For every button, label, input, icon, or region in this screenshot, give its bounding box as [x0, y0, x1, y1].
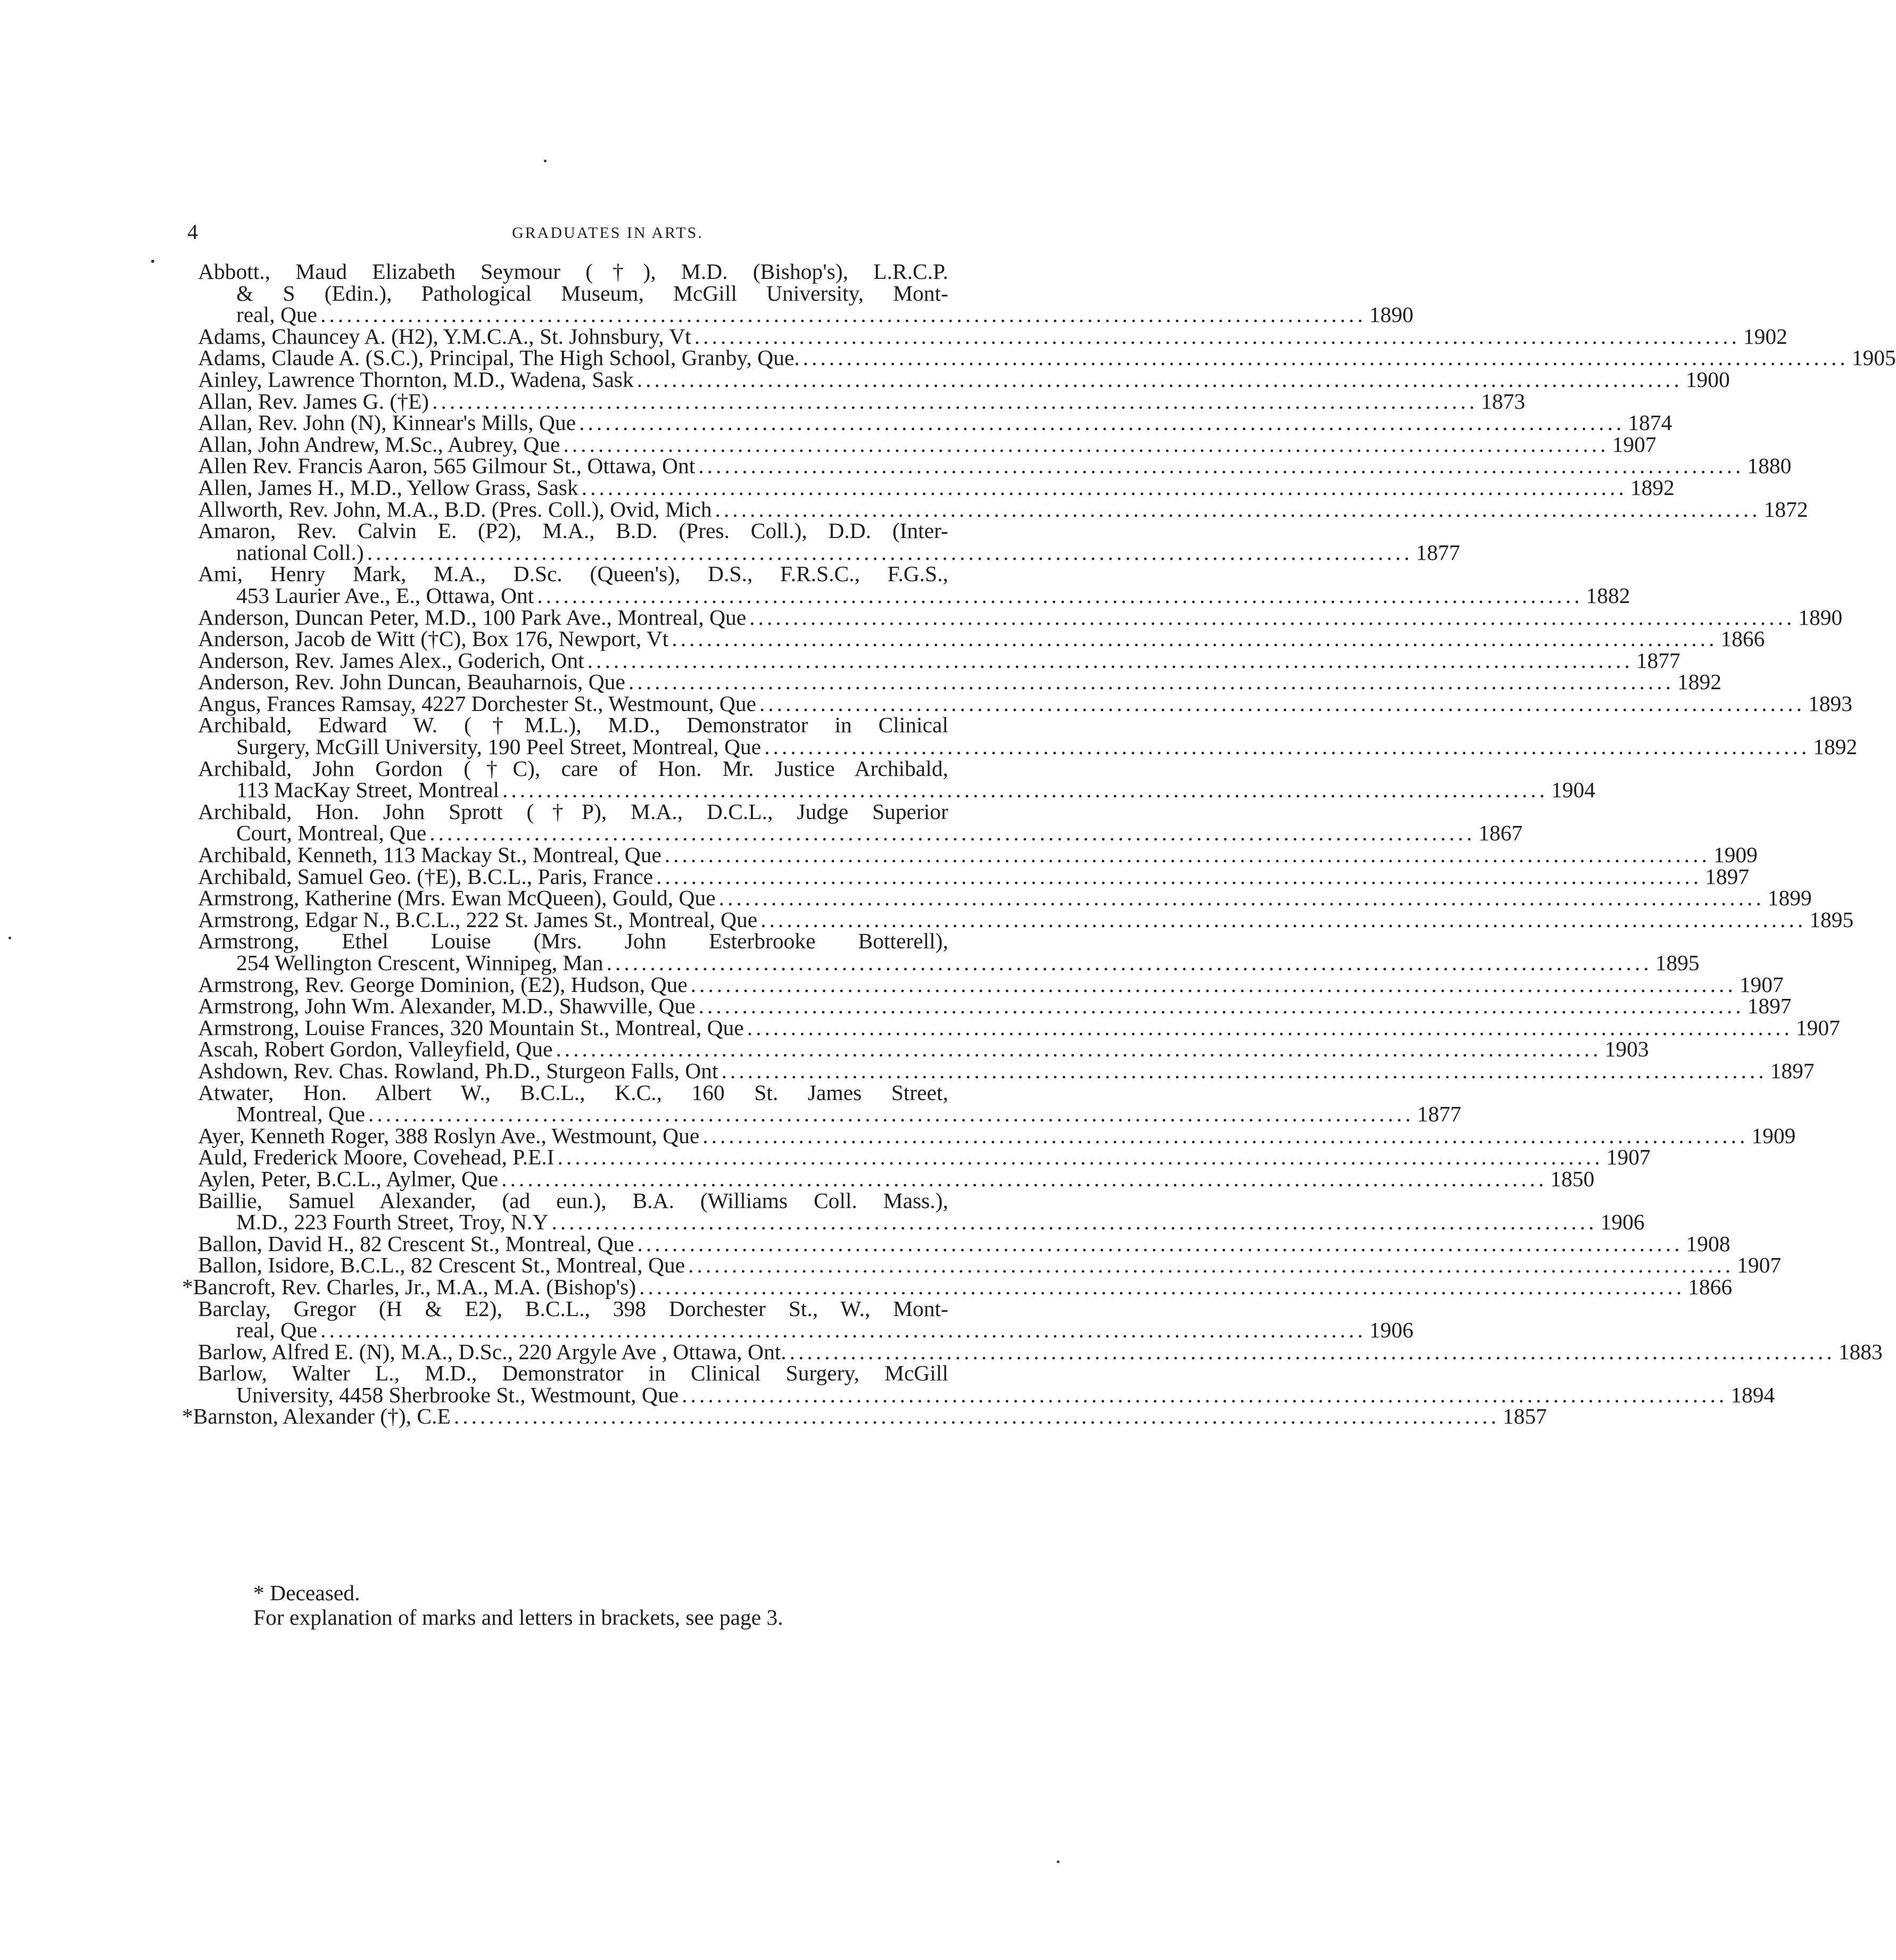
entry-text: Ashdown, Rev. Chas. Rowland, Ph.D., Sturgeon Falls, Ont [198, 1058, 718, 1083]
page-header [0, 217, 1215, 249]
entry-line-final [236, 778, 1596, 803]
graduate-entry [198, 432, 1657, 457]
dot-leader: ........................................................................................................................ [759, 691, 1805, 716]
graduate-entry [198, 1123, 1796, 1148]
graduate-entry [182, 1274, 1733, 1299]
entry-line-final [198, 367, 1730, 392]
dot-leader: ........................................................................................................................ [698, 994, 1744, 1019]
entry-text: real, Que [236, 1318, 318, 1343]
dot-leader: ........................................................................................................................ [637, 1231, 1683, 1256]
scan-speck [151, 260, 154, 263]
entry-text: Ballon, David H., 82 Crescent St., Montreal, Que [198, 1231, 634, 1256]
entry-line-final [198, 497, 1808, 522]
graduation-year: 1897 [1770, 1058, 1815, 1083]
entry-line-final [198, 907, 1854, 932]
dot-leader: ........................................................................................................................ [501, 1166, 1547, 1191]
graduate-entry [198, 259, 1414, 327]
graduation-year: 1883 [1838, 1339, 1883, 1364]
entry-text: University, 4458 Sherbrooke St., Westmount, Que [236, 1382, 679, 1407]
graduate-entry [198, 1339, 1883, 1364]
entry-text: Ainley, Lawrence Thornton, M.D., Wadena, Sask [198, 367, 634, 392]
graduation-year: 1908 [1686, 1231, 1731, 1256]
entry-line-final [198, 1123, 1796, 1148]
page-number: 4 [187, 220, 198, 244]
entry-line-final [198, 1166, 1595, 1191]
entry-text: national Coll.) [236, 540, 364, 565]
entry-text: Barlow, Alfred E. (N), M.A., D.Sc., 220 Argyle Ave , Ottawa, Ont. [198, 1339, 786, 1364]
entry-text: Montreal, Que [236, 1102, 366, 1127]
entry-line-final [198, 994, 1792, 1019]
entry-line-final [198, 626, 1765, 651]
dot-leader: ........................................................................................................................ [664, 842, 1710, 867]
dot-leader: ........................................................................................................................ [749, 605, 1795, 630]
entry-text: 254 Wellington Crescent, Winnipeg, Man [236, 950, 603, 975]
graduate-entry [198, 1037, 1649, 1062]
entry-line-final [198, 324, 1787, 349]
entry-line: & S (Edin.), Pathological Museum, McGill University, Mont- [236, 280, 948, 305]
entry-text: 113 MacKay Street, Montreal [236, 778, 500, 803]
graduation-year: 1907 [1612, 432, 1657, 457]
graduation-year: 1899 [1767, 886, 1812, 911]
entry-line-final [198, 886, 1812, 911]
entry-line-final [198, 1231, 1731, 1256]
entry-text: Adams, Chauncey A. (H2), Y.M.C.A., St. Johnsbury, Vt [198, 324, 691, 349]
entry-line-final [182, 1274, 1733, 1299]
graduate-entry [198, 994, 1792, 1019]
entry-line-final [198, 842, 1758, 867]
scan-speck [1057, 1860, 1059, 1863]
graduate-entry [198, 561, 1630, 608]
entry-text: Allen, James H., M.D., Yellow Grass, Sask [198, 475, 578, 500]
graduation-year: 1907 [1795, 1015, 1840, 1040]
entry-line-final [198, 475, 1675, 500]
dot-leader: ........................................................................................................................ [432, 388, 1478, 413]
entry-line-final [236, 302, 1414, 327]
dot-leader: ........................................................................................................................ [320, 302, 1367, 327]
entry-line-final [236, 540, 1460, 565]
footnotes [253, 1581, 783, 1630]
graduate-entry [198, 410, 1673, 435]
graduation-year: 1905 [1851, 345, 1896, 370]
dot-leader: ........................................................................................................................ [715, 497, 1761, 522]
entry-line: Barlow, Walter L., M.D., Demonstrator in Clinical Surgery, McGill [198, 1361, 948, 1386]
graduate-entry [198, 713, 1858, 759]
graduation-year: 1907 [1737, 1253, 1782, 1278]
dot-leader: ........................................................................................................................ [429, 821, 1476, 846]
graduate-entry [198, 605, 1843, 630]
dot-leader: ........................................................................................................................ [789, 1339, 1835, 1364]
entry-line-final [236, 821, 1523, 846]
entry-text: Auld, Frederick Moore, Covehead, P.E.I [198, 1145, 554, 1170]
explanation-footnote: For explanation of marks and letters in brackets, see page 3. [253, 1605, 783, 1630]
entry-line-final [198, 648, 1680, 673]
entry-line-final [198, 1339, 1883, 1364]
graduate-entry [182, 1404, 1547, 1429]
graduation-year: 1900 [1685, 367, 1730, 392]
entry-text: Court, Montreal, Que [236, 821, 427, 846]
graduation-year: 1895 [1809, 907, 1854, 932]
entry-line-final [198, 432, 1657, 457]
entry-line: Armstrong, Ethel Louise (Mrs. John Esterbrooke Botterell), [198, 929, 948, 954]
dot-leader: ........................................................................................................................ [606, 950, 1652, 975]
graduation-year: 1857 [1502, 1404, 1547, 1429]
entry-text: Adams, Claude A. (S.C.), Principal, The High School, Granby, Que. [198, 345, 800, 370]
dot-leader: ........................................................................................................................ [672, 626, 1718, 651]
entry-text: *Bancroft, Rev. Charles, Jr., M.A., M.A. (Bishop's) [182, 1274, 636, 1299]
graduation-year: 1893 [1808, 691, 1852, 716]
entry-line-final [198, 1253, 1782, 1278]
graduate-entry [198, 1080, 1462, 1127]
entry-text: Allan, Rev. John (N), Kinnear's Mills, Que [198, 410, 576, 435]
graduation-year: 1877 [1636, 648, 1680, 673]
graduation-year: 1882 [1586, 583, 1630, 608]
graduate-entry [198, 345, 1896, 370]
entry-line: Archibald, Edward W. (†M.L.), M.D., Demonstrator in Clinical [198, 713, 948, 738]
dot-leader: ........................................................................................................................ [581, 475, 1627, 500]
entry-line: Abbott., Maud Elizabeth Seymour (†), M.D. (Bishop's), L.R.C.P. [198, 259, 948, 284]
dot-leader: ........................................................................................................................ [320, 1318, 1367, 1343]
dot-leader: ........................................................................................................................ [579, 410, 1625, 435]
graduation-year: 1904 [1551, 778, 1596, 803]
graduation-year: 1892 [1813, 734, 1858, 759]
entry-text: Anderson, Rev. John Duncan, Beauharnois, Que [198, 669, 625, 694]
entry-text: Ascah, Robert Gordon, Valleyfield, Que [198, 1037, 553, 1062]
graduate-entry [198, 1145, 1651, 1170]
entry-text: real, Que [236, 302, 318, 327]
graduation-year: 1866 [1688, 1274, 1733, 1299]
graduate-entry [198, 1188, 1645, 1235]
graduate-entry [198, 1231, 1731, 1256]
entry-line: Barclay, Gregor (H & E2), B.C.L., 398 Dorchester St., W., Mont- [198, 1296, 948, 1321]
entry-line-final [198, 691, 1852, 716]
graduation-year: 1877 [1415, 540, 1460, 565]
graduate-entry [198, 929, 1700, 975]
dot-leader: ........................................................................................................................ [639, 1274, 1685, 1299]
graduation-year: 1909 [1751, 1123, 1796, 1148]
entry-line-final [198, 1037, 1649, 1062]
graduation-year: 1892 [1677, 669, 1721, 694]
graduate-entry [198, 907, 1854, 932]
graduation-year: 1902 [1743, 324, 1787, 349]
graduate-entry [198, 518, 1460, 565]
graduation-year: 1877 [1417, 1102, 1462, 1127]
entry-line-final [236, 950, 1700, 975]
graduation-year: 1880 [1747, 453, 1792, 478]
dot-leader: ........................................................................................................................ [656, 864, 1702, 889]
entry-line-final [198, 1015, 1840, 1040]
graduation-year: 1907 [1606, 1145, 1651, 1170]
graduate-entry [198, 475, 1675, 500]
dot-leader: ........................................................................................................................ [690, 972, 1736, 997]
dot-leader: ........................................................................................................................ [764, 734, 1810, 759]
entry-text: Anderson, Jacob de Witt (†C), Box 176, Newport, Vt [198, 626, 669, 651]
entry-text: Allan, Rev. James G. (†E) [198, 388, 429, 413]
dot-leader: ........................................................................................................................ [587, 648, 1633, 673]
entry-text: *Barnston, Alexander (†), C.E [182, 1404, 451, 1429]
entry-text: Aylen, Peter, B.C.L., Aylmer, Que [198, 1166, 499, 1191]
deceased-footnote: * Deceased. [253, 1581, 360, 1605]
entry-line-final [236, 734, 1858, 759]
entry-text: M.D., 223 Fourth Street, Troy, N.Y [236, 1210, 549, 1235]
scan-speck [544, 160, 547, 162]
running-title: GRADUATES IN ARTS. [512, 224, 703, 242]
entry-text: Angus, Frances Ramsay, 4227 Dorchester St., Westmount, Que [198, 691, 756, 716]
entry-line: Atwater, Hon. Albert W., B.C.L., K.C., 160 St. James Street, [198, 1080, 948, 1105]
graduate-entry [198, 324, 1787, 349]
graduation-year: 1850 [1550, 1166, 1595, 1191]
entry-text: Armstrong, Edgar N., B.C.L., 222 St. James St., Montreal, Que [198, 907, 758, 932]
entry-line-final [198, 345, 1896, 370]
graduate-entry [198, 497, 1808, 522]
dot-leader: ........................................................................................................................ [682, 1382, 1728, 1407]
dot-leader: ........................................................................................................................ [760, 907, 1807, 932]
dot-leader: ........................................................................................................................ [368, 1102, 1414, 1127]
graduate-entry [198, 626, 1765, 651]
entry-line-final [198, 388, 1526, 413]
graduation-year: 1903 [1604, 1037, 1649, 1062]
graduation-year: 1897 [1705, 864, 1750, 889]
dot-leader: ........................................................................................................................ [721, 1058, 1767, 1083]
entry-text: Armstrong, John Wm. Alexander, M.D., Shawville, Que [198, 994, 696, 1019]
scan-speck [9, 937, 11, 939]
entry-text: Anderson, Rev. James Alex., Goderich, Ont [198, 648, 584, 673]
dot-leader: ........................................................................................................................ [747, 1015, 1793, 1040]
dot-leader: ........................................................................................................................ [557, 1145, 1603, 1170]
graduation-year: 1866 [1720, 626, 1765, 651]
entry-text: Ayer, Kenneth Roger, 388 Roslyn Ave., Westmount, Que [198, 1123, 700, 1148]
graduation-year: 1873 [1481, 388, 1526, 413]
entry-line: Amaron, Rev. Calvin E. (P2), M.A., B.D. (Pres. Coll.), D.D. (Inter- [198, 518, 948, 543]
graduate-entry [198, 388, 1526, 413]
graduation-year: 1909 [1713, 842, 1758, 867]
graduation-year: 1892 [1630, 475, 1675, 500]
dot-leader: ........................................................................................................................ [688, 1253, 1734, 1278]
entry-text: Armstrong, Rev. George Dominion, (E2), Hudson, Que [198, 972, 688, 997]
graduate-entry [198, 453, 1792, 478]
dot-leader: ........................................................................................................................ [367, 540, 1413, 565]
graduation-year: 1874 [1628, 410, 1673, 435]
entry-line-final [198, 1058, 1815, 1083]
graduate-entry [198, 1361, 1775, 1407]
entry-line: Ami, Henry Mark, M.A., D.Sc. (Queen's), D.S., F.R.S.C., F.G.S., [198, 561, 948, 586]
entry-text: Armstrong, Louise Frances, 320 Mountain St., Montreal, Que [198, 1015, 744, 1040]
dot-leader: ........................................................................................................................ [694, 324, 1740, 349]
graduation-year: 1890 [1369, 302, 1414, 327]
entry-line: Baillie, Samuel Alexander, (ad eun.), B.A. (Williams Coll. Mass.), [198, 1188, 948, 1213]
entry-line: Archibald, Hon. John Sprott (†P), M.A., D.C.L., Judge Superior [198, 799, 948, 824]
dot-leader: ........................................................................................................................ [628, 669, 1674, 694]
dot-leader: ........................................................................................................................ [802, 345, 1849, 370]
dot-leader: ........................................................................................................................ [556, 1037, 1602, 1062]
entry-line-final [182, 1404, 1547, 1429]
graduation-year: 1890 [1798, 605, 1843, 630]
entry-line-final [198, 864, 1750, 889]
graduate-entry [198, 1015, 1840, 1040]
entry-text: Ballon, Isidore, B.C.L., 82 Crescent St., Montreal, Que [198, 1253, 685, 1278]
graduate-list [182, 259, 1896, 1429]
graduate-entry [198, 691, 1852, 716]
entry-line-final [198, 605, 1843, 630]
entry-text: Armstrong, Katherine (Mrs. Ewan McQueen), Gould, Que [198, 886, 716, 911]
graduate-entry [198, 1253, 1782, 1278]
graduate-entry [198, 648, 1680, 673]
graduate-entry [198, 972, 1784, 997]
entry-text: Archibald, Samuel Geo. (†E), B.C.L., Paris, France [198, 864, 653, 889]
graduate-entry [198, 1296, 1414, 1343]
entry-text: Archibald, Kenneth, 113 Mackay St., Montreal, Que [198, 842, 661, 867]
entry-text: Allan, John Andrew, M.Sc., Aubrey, Que [198, 432, 560, 457]
dot-leader: ........................................................................................................................ [537, 583, 1583, 608]
dot-leader: ........................................................................................................................ [551, 1210, 1597, 1235]
graduation-year: 1895 [1655, 950, 1700, 975]
entry-line-final [236, 1382, 1775, 1407]
entry-text: Allworth, Rev. John, M.A., B.D. (Pres. Coll.), Ovid, Mich [198, 497, 712, 522]
entry-text: 453 Laurier Ave., E., Ottawa, Ont [236, 583, 534, 608]
graduation-year: 1872 [1763, 497, 1808, 522]
graduation-year: 1906 [1369, 1318, 1414, 1343]
graduation-year: 1897 [1747, 994, 1792, 1019]
entry-line-final [236, 1318, 1414, 1343]
graduate-entry [198, 842, 1758, 867]
graduate-entry [198, 756, 1596, 803]
graduate-entry [198, 864, 1750, 889]
graduate-entry [198, 1058, 1815, 1083]
graduation-year: 1906 [1600, 1210, 1645, 1235]
dot-leader: ........................................................................................................................ [636, 367, 1683, 392]
dot-leader: ........................................................................................................................ [718, 886, 1765, 911]
graduate-entry [198, 1166, 1595, 1191]
entry-line: Archibald, John Gordon (†C), care of Hon. Mr. Justice Archibald, [198, 756, 948, 781]
graduate-entry [198, 669, 1721, 694]
dot-leader: ........................................................................................................................ [702, 1123, 1749, 1148]
entry-line-final [198, 972, 1784, 997]
graduate-entry [198, 886, 1812, 911]
graduation-year: 1907 [1739, 972, 1784, 997]
dot-leader: ........................................................................................................................ [563, 432, 1609, 457]
entry-line-final [198, 669, 1721, 694]
entry-line-final [236, 1102, 1462, 1127]
entry-text: Anderson, Duncan Peter, M.D., 100 Park Ave., Montreal, Que [198, 605, 747, 630]
entry-line-final [236, 583, 1630, 608]
entry-line-final [198, 1145, 1651, 1170]
graduation-year: 1867 [1478, 821, 1523, 846]
entry-text: Allen Rev. Francis Aaron, 565 Gilmour St., Ottawa, Ont [198, 453, 696, 478]
entry-line-final [236, 1210, 1645, 1235]
graduation-year: 1894 [1731, 1382, 1775, 1407]
entry-line-final [198, 453, 1792, 478]
dot-leader: ........................................................................................................................ [502, 778, 1549, 803]
graduate-entry [198, 799, 1523, 846]
dot-leader: ........................................................................................................................ [453, 1404, 1500, 1429]
graduate-entry [198, 367, 1730, 392]
dot-leader: ........................................................................................................................ [698, 453, 1744, 478]
entry-line-final [198, 410, 1673, 435]
entry-text: Surgery, McGill University, 190 Peel Street, Montreal, Que [236, 734, 761, 759]
